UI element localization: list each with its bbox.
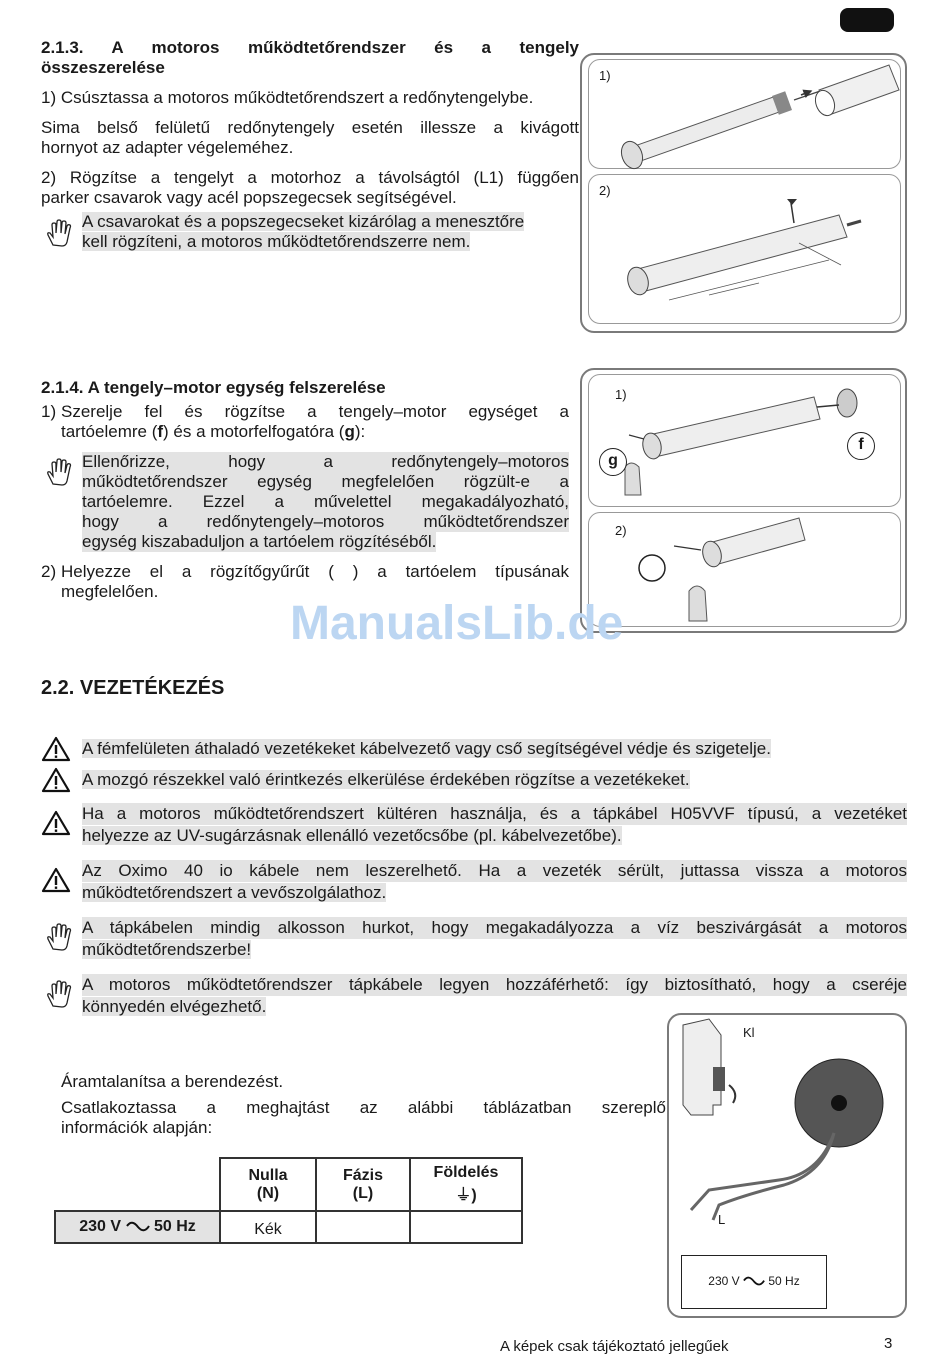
- note-loop-line2: működtetőrendszerbe!: [82, 940, 252, 959]
- section-22-title: 2.2. VEZETÉKEZÉS: [41, 677, 225, 699]
- wire-l-label: L: [718, 1212, 726, 1227]
- table-cell-earth: [410, 1211, 522, 1243]
- section-214-step2-line1: Helyezze el a rögzítőgyűrűt ( ) a tartóelem típusának: [61, 562, 569, 581]
- table-corner: [55, 1158, 220, 1211]
- warning-3-line2: helyezze az UV-sugárzásnak ellenálló vezetőcsőbe (pl. kábelvezetőbe).: [82, 826, 622, 845]
- page-number: 3: [884, 1335, 893, 1352]
- section-214-step2-line2: megfelelően.: [61, 582, 159, 601]
- hand-note-icon: [44, 457, 74, 487]
- section-213-note: [82, 212, 582, 252]
- section-213-title-line1: 2.1.3. A motoros működtetőrendszer és a tengely: [41, 38, 579, 57]
- section-214-step1-line1: Szerelje fel és rögzítse a tengely–motor egységet a: [61, 402, 569, 421]
- supply-box: [681, 1255, 827, 1309]
- step1-text-pre: tartóelemre (: [61, 422, 158, 441]
- supply-frequency: 50 Hz: [153, 1218, 196, 1235]
- instruction-connect-line1: Csatlakoztassa a meghajtást az alábbi táblázatban szereplő: [61, 1098, 666, 1117]
- warning-triangle-icon: [41, 767, 71, 793]
- table-cell-phase: [316, 1211, 410, 1243]
- warning-4: [82, 860, 907, 904]
- section-213-para-line1: Sima belső felületű redőnytengely esetén illessze a kivágott: [41, 118, 579, 137]
- callout-g: g: [599, 448, 627, 476]
- supply-voltage: 230 V: [79, 1218, 122, 1235]
- section-213-note-line2: kell rögzíteni, a motoros működtetőrendszerre nem.: [82, 232, 471, 251]
- table-header-phase: [316, 1158, 410, 1211]
- header-earth-line2: ⏚): [455, 1187, 477, 1204]
- section-214-note-line1: Ellenőrizze, hogy a redőnytengely–motoros: [82, 452, 569, 471]
- warning-4-line1: Az Oximo 40 io kábele nem leszerelhető. Ha a vezeték sérült, juttassa vissza a motoros: [82, 861, 907, 880]
- breaker-label: Kl: [743, 1025, 755, 1040]
- step1-text-post: ):: [354, 422, 366, 441]
- section-214-note-line2: működtetőrendszer egység megfelelően rögzült-e a: [82, 472, 569, 491]
- figure-213-panel-1: [588, 59, 901, 169]
- figure-214-label-1: 1): [615, 387, 627, 402]
- ring-mounting-illustration: [589, 513, 902, 628]
- instruction-power-off: Áramtalanítsa a berendezést.: [61, 1072, 284, 1091]
- warning-3: [82, 803, 907, 847]
- section-213-step2-line2: parker csavarok vagy acél popszegecsek segítségével.: [41, 188, 457, 207]
- motor-into-tube-illustration: [589, 60, 902, 170]
- step1-ref-g: g: [344, 422, 355, 441]
- warning-1-text: A fémfelületen áthaladó vezetékeket kábelvezető vagy cső segítségével védje és szigetelje.: [82, 739, 771, 758]
- step1-ref-f: f: [157, 422, 164, 441]
- warning-2: [82, 769, 690, 791]
- figure-214: [580, 368, 907, 633]
- note-access-line2: könnyedén elvégezhető.: [82, 997, 267, 1016]
- figure-214-label-2: 2): [615, 523, 627, 538]
- hand-note-icon: [44, 979, 74, 1009]
- warning-3-line1: Ha a motoros működtetőrendszert kültéren használja, és a tápkábel H05VVF típusú, a vezetéket: [82, 804, 907, 823]
- header-neutral-line1: Nulla: [248, 1166, 288, 1184]
- figure-214-panel-1: [588, 374, 901, 507]
- callout-f: f: [847, 432, 875, 460]
- section-213-para-line2: hornyot az adapter végeleméhez.: [41, 138, 294, 157]
- ac-wave-icon: [743, 1276, 765, 1287]
- tube-screw-fixing-illustration: [589, 175, 902, 325]
- figure-213-label-1: 1): [599, 68, 611, 83]
- section-214-step2-num: 2): [41, 562, 57, 581]
- footer-caption: A képek csak tájékoztató jellegűek: [500, 1338, 729, 1355]
- warning-2-text: A mozgó részekkel való érintkezés elkerülése érdekében rögzítse a vezetékeket.: [82, 770, 690, 789]
- header-neutral-line2: (N): [256, 1184, 280, 1202]
- supply-box-frequency: 50 Hz: [768, 1274, 800, 1288]
- warning-triangle-icon: [41, 810, 71, 836]
- section-214-step1-num: 1): [41, 402, 57, 421]
- section-214-title: 2.1.4. A tengely–motor egység felszerelése: [41, 378, 386, 397]
- note-access: [82, 974, 907, 1018]
- figure-214-panel-2: [588, 512, 901, 627]
- section-213-title-line2: összeszerelése: [41, 58, 165, 77]
- table-row-supply-label: [55, 1211, 220, 1243]
- header-phase-line1: Fázis: [342, 1166, 383, 1184]
- section-213-note-line1: A csavarokat és a popszegecseket kizárólag a menesztőre: [82, 212, 525, 231]
- table-header-neutral: [220, 1158, 316, 1211]
- header-phase-line2: (L): [352, 1184, 374, 1202]
- figure-213-label-2: 2): [599, 183, 611, 198]
- hand-note-icon: [44, 922, 74, 952]
- hand-note-icon: [44, 218, 74, 248]
- ac-wave-icon: [126, 1221, 150, 1233]
- figure-213: [580, 53, 907, 333]
- section-214-note-line4: hogy a redőnytengely–motoros működtetőrendszer: [82, 512, 569, 531]
- section-213-step2-line1: 2) Rögzítse a tengelyt a motorhoz a távolságtól (L1) függően: [41, 168, 579, 187]
- step1-text-mid: ) és a motorfelfogatóra (: [163, 422, 345, 441]
- note-loop: [82, 917, 907, 961]
- section-tab-marker: [840, 8, 894, 32]
- section-214-step1-line2: [61, 422, 569, 442]
- note-access-line1: A motoros működtetőrendszer tápkábele legyen hozzáférhető: így biztosítható, hogy a cseréje: [82, 975, 907, 994]
- instruction-connect-line2: információk alapján:: [61, 1118, 213, 1137]
- watermark: ManualsLib.de: [290, 597, 624, 650]
- wiring-table: [54, 1157, 523, 1244]
- section-214-note: [82, 452, 569, 552]
- figure-213-panel-2: [588, 174, 901, 324]
- table-header-earth: [410, 1158, 522, 1211]
- note-loop-line1: A tápkábelen mindig alkosson hurkot, hogy megakadályozza a víz beszivárgását a motoros: [82, 918, 907, 937]
- header-earth-line1: Földelés: [433, 1164, 499, 1181]
- section-214-note-line3: tartóelemre. Ezzel a művelettel megakadályozható,: [82, 492, 569, 511]
- warning-triangle-icon: [41, 736, 71, 762]
- table-cell-neutral: Kék: [220, 1211, 316, 1243]
- section-214-note-line5: egység kiszabaduljon a tartóelem rögzítéséből.: [82, 532, 437, 551]
- section-213-step1: 1) Csúsztassa a motoros működtetőrendszert a redőnytengelybe.: [41, 88, 534, 107]
- warning-triangle-icon: [41, 867, 71, 893]
- warning-1: [82, 738, 771, 760]
- supply-box-voltage: 230 V: [708, 1274, 740, 1288]
- warning-4-line2: működtetőrendszert a vevőszolgálathoz.: [82, 883, 387, 902]
- wiring-figure: [667, 1013, 907, 1318]
